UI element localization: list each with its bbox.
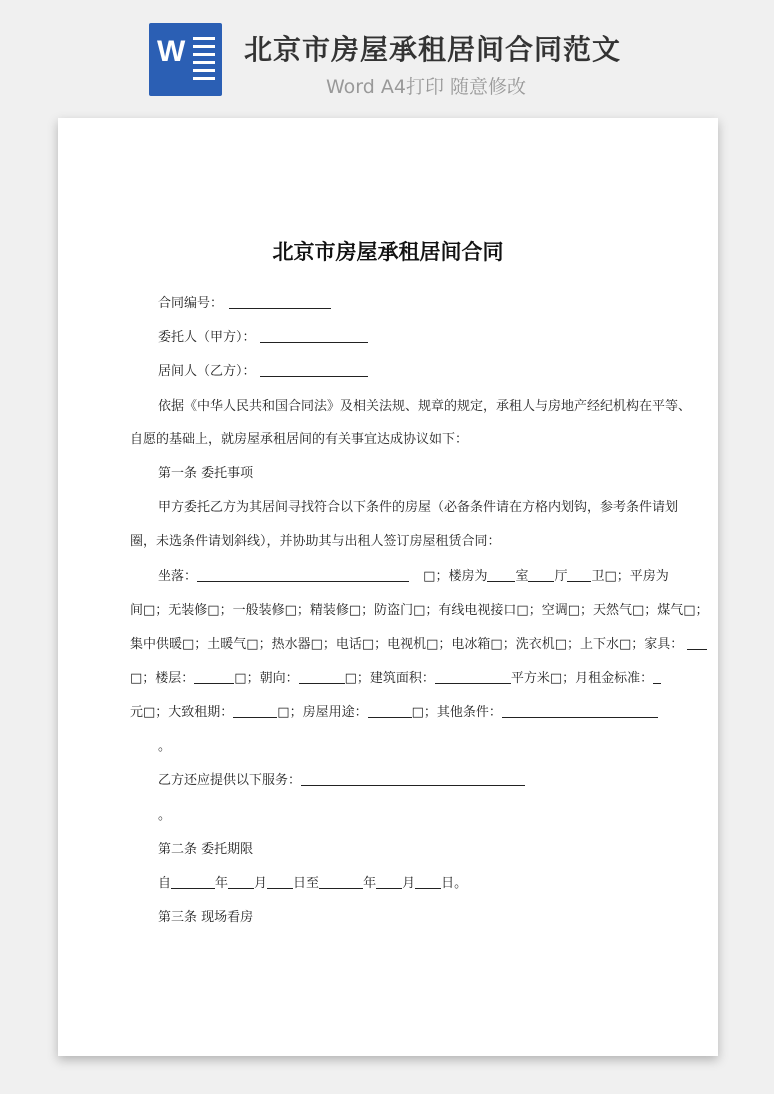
floor-line: □；楼层： □；朝向： □；建筑面积： 平方米□；月租金标准：	[130, 669, 650, 689]
logo-letter: W	[157, 35, 186, 68]
article-1-title: 第一条 委托事项	[158, 466, 254, 481]
party-b-line: 居间人（乙方）：	[158, 362, 678, 382]
rent-period-line: 元□；大致租期： □；房屋用途： □；其他条件：	[130, 703, 650, 723]
article-3-title: 第三条 现场看房	[158, 910, 254, 925]
party-a-line: 委托人（甲方）：	[158, 328, 678, 348]
banner-title: 北京市房屋承租居间合同范文	[244, 33, 622, 66]
document-title: 北京市房屋承租居间合同	[272, 240, 504, 264]
banner-subtitle: Word A4打印 随意修改	[326, 76, 527, 98]
intro-paragraph-2: 自愿的基础上，就房屋承租居间的有关事宜达成协议如下：	[130, 432, 469, 447]
contract-number-line: 合同编号：	[158, 294, 678, 314]
decoration-line: 间□；无装修□；一般装修□；精装修□；防盗门□；有线电视接口□；空调□；天然气□；煤气□；	[130, 603, 709, 618]
word-doc-icon	[149, 23, 222, 96]
article-1-paragraph-2: 圈，未选条件请划斜线），并协助其与出租人签订房屋租赁合同：	[130, 534, 501, 549]
location-line: 坐落： □；楼房为 室 厅 卫□；平房为	[158, 569, 669, 584]
intro-paragraph-1: 依据《中华人民共和国合同法》及相关法规、规章的规定，承租人与房地产经纪机构在平等、	[158, 399, 692, 414]
period-1: 。	[158, 739, 172, 754]
document-page	[58, 118, 718, 1056]
term-dates-line: 自 年 月 日至 年 月 日。	[158, 876, 468, 891]
article-2-title: 第二条 委托期限	[158, 842, 254, 857]
services-line: 乙方还应提供以下服务：	[158, 771, 678, 791]
facilities-line: 集中供暖□；土暖气□；热水器□；电话□；电视机□；电冰箱□；洗衣机□；上下水□；家具：	[130, 635, 650, 655]
banner	[0, 0, 774, 118]
period-2: 。	[158, 808, 172, 823]
article-1-paragraph-1: 甲方委托乙方为其居间寻找符合以下条件的房屋（必备条件请在方格内划钩，参考条件请划	[158, 500, 679, 515]
